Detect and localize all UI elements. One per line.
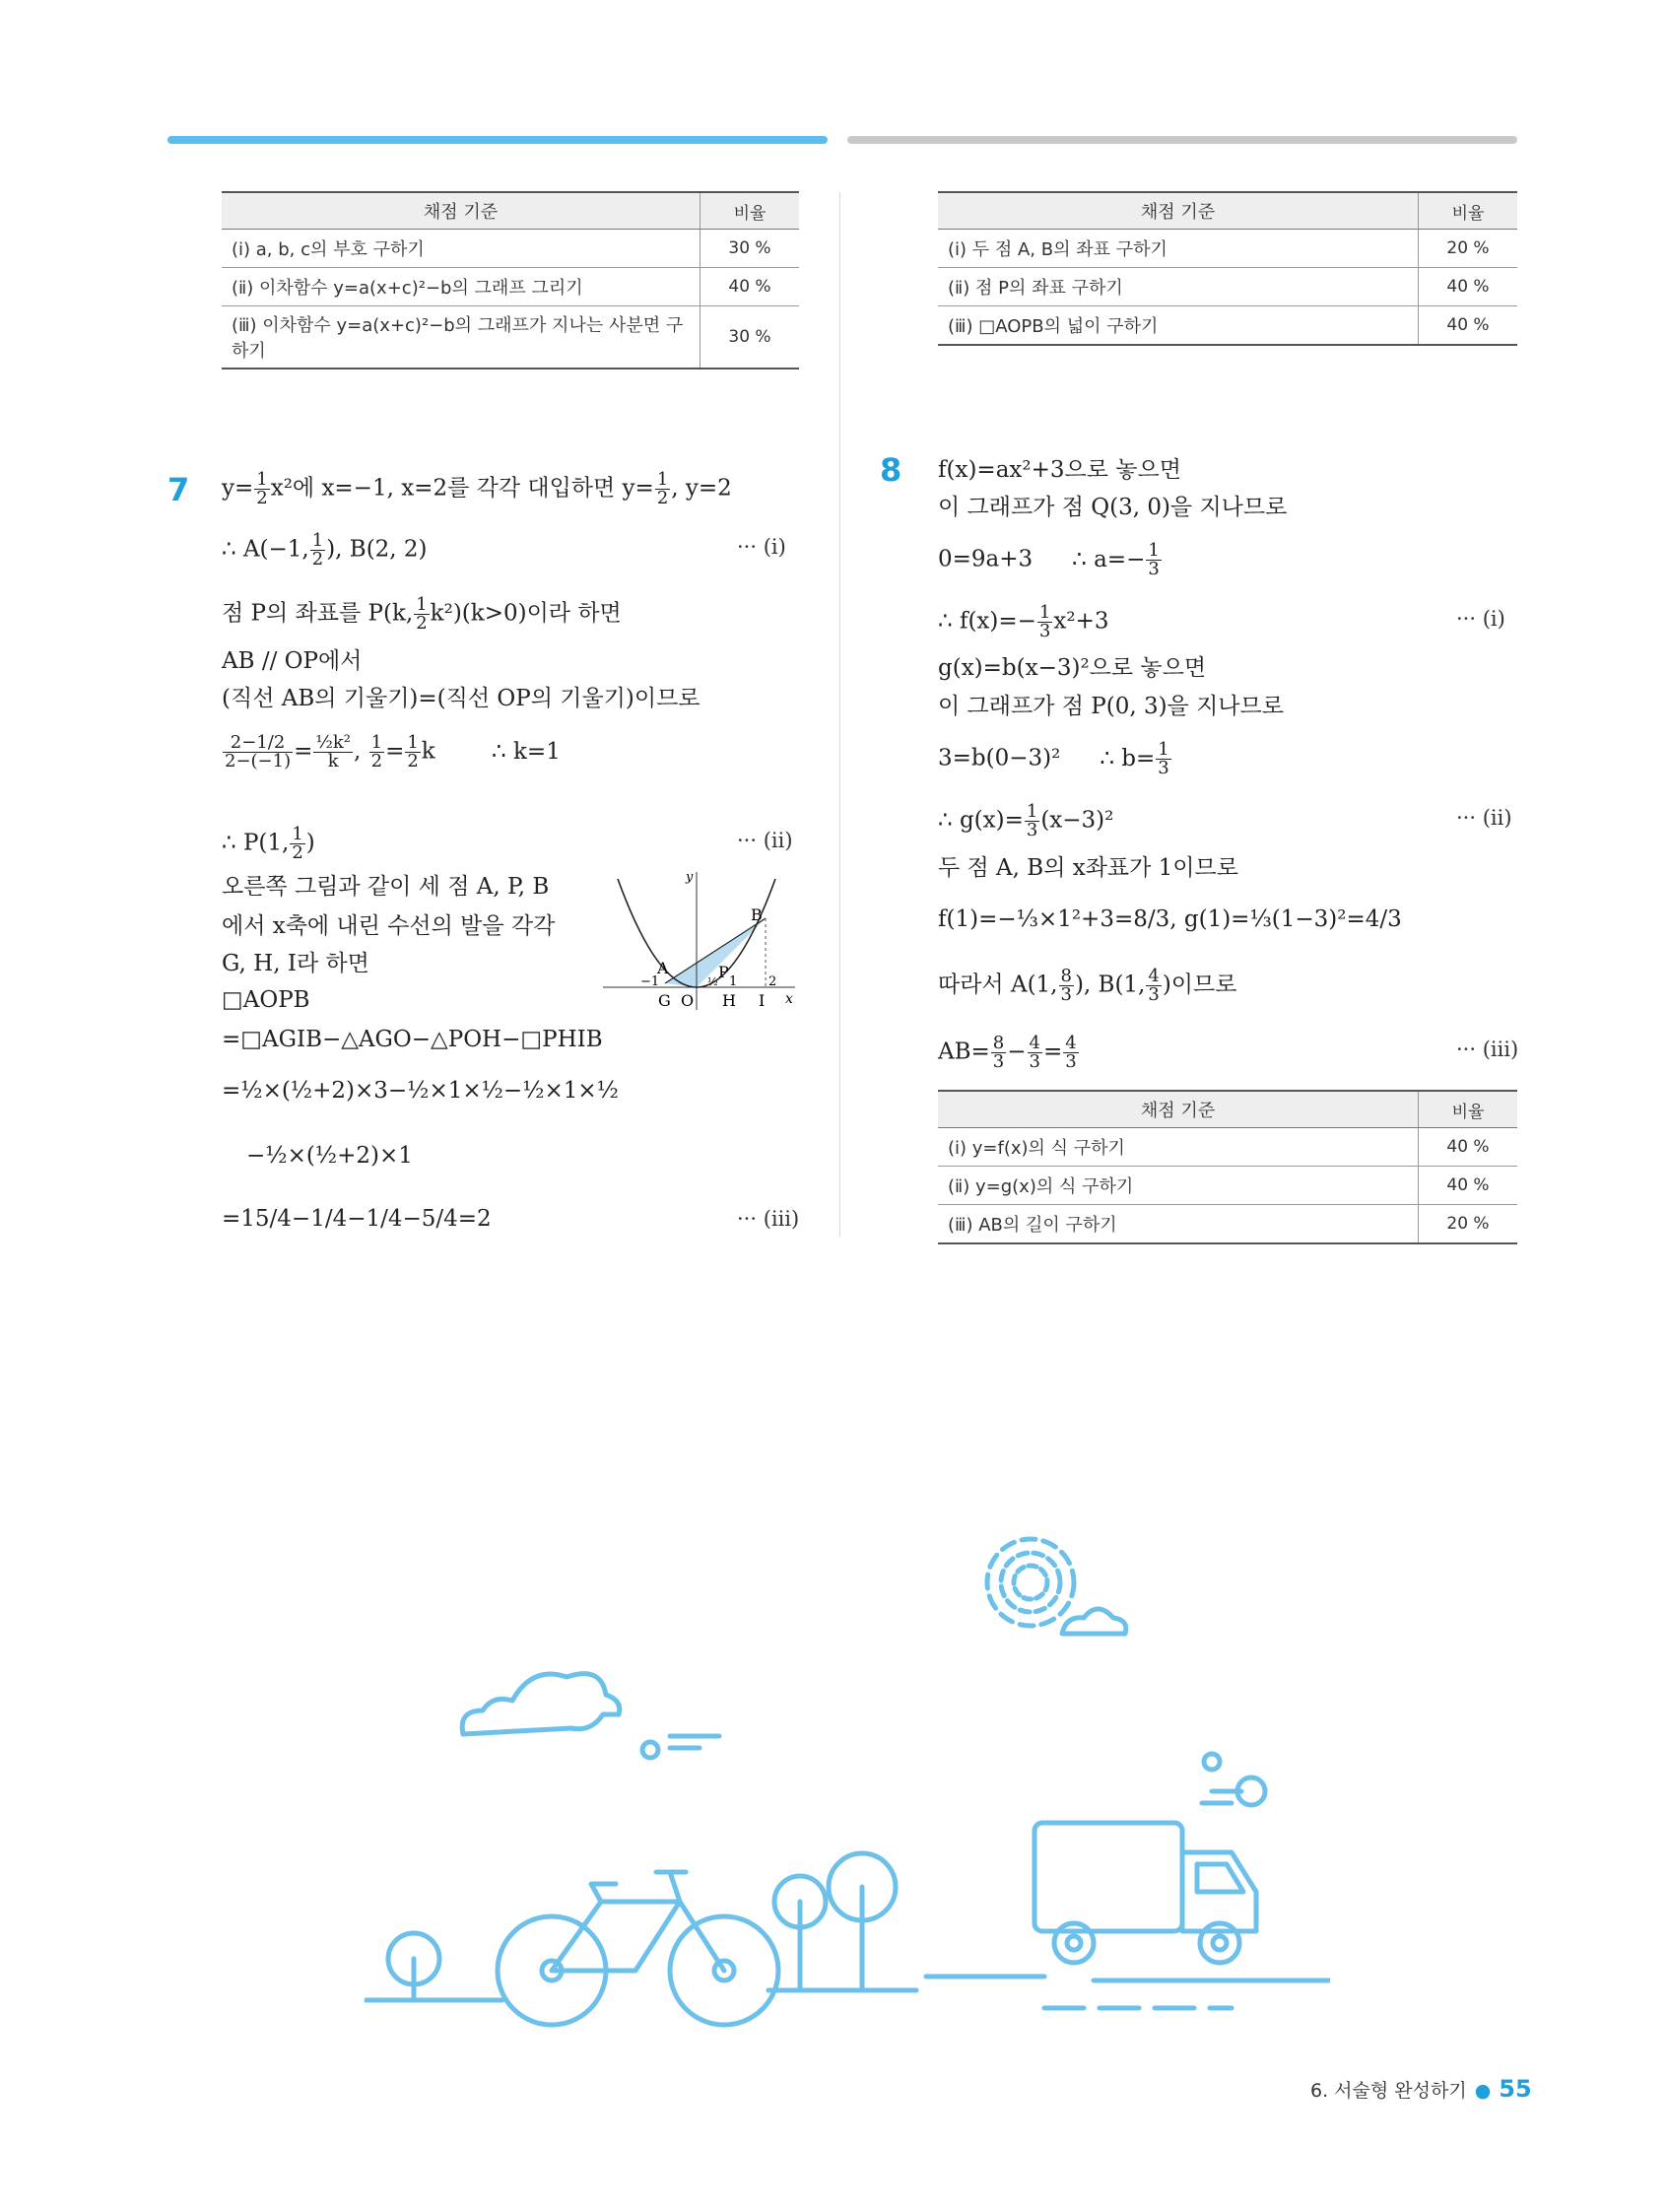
tick-label: ½: [707, 975, 718, 988]
p8-line-4: [938, 604, 1108, 640]
point-label-h: H: [722, 991, 736, 1010]
point-label-a: A: [657, 959, 669, 977]
numerator: 1: [1158, 739, 1169, 760]
ratio-cell: 20 %: [1419, 230, 1518, 268]
p7-line-8: 오른쪽 그림과 같이 세 점 A, P, B: [222, 874, 550, 900]
denominator: 3: [1060, 984, 1072, 1005]
table-header-criteria: 채점 기준: [938, 1091, 1419, 1128]
right-criteria-table: [938, 191, 1517, 346]
text: ∴ k=1: [492, 738, 561, 765]
numerator: 1: [1026, 801, 1038, 822]
p8-line-12: [938, 1035, 1080, 1071]
ratio-cell: 40 %: [1419, 1167, 1518, 1205]
text: 0=9a+3: [938, 546, 1034, 572]
fraction: [310, 532, 325, 569]
p7-line-4: AB // OP에서: [222, 648, 363, 674]
fraction: [991, 1035, 1006, 1071]
criteria-cell: (ⅲ) AB의 길이 구하기: [938, 1205, 1419, 1244]
p8-line-3: [938, 542, 1163, 578]
p8-line-10: f(1)=−⅓×1²+3=8/3, g(1)=⅓(1−3)²=4/3: [938, 906, 1402, 932]
text: 따라서 A(1,: [938, 972, 1058, 998]
p8-line-11: [938, 968, 1236, 1004]
text: =: [294, 738, 313, 765]
text: , y=2: [671, 475, 732, 502]
p8-line-1: f(x)=ax²+3으로 놓으면: [938, 457, 1181, 483]
criteria-cell: (ⅱ) 이차함수 y=a(x+c)²−b의 그래프 그리기: [222, 268, 701, 306]
step-marker: ··· (ⅲ): [737, 1207, 800, 1231]
flower-icon: [1204, 1754, 1220, 1770]
criteria-cell: (ⅲ) 이차함수 y=a(x+c)²−b의 그래프가 지나는 사분면 구하기: [222, 306, 701, 369]
numerator: 1: [370, 732, 383, 753]
denominator: 2: [370, 751, 383, 771]
table-row: [938, 268, 1517, 306]
p7-line-15: =15/4−1/4−1/4−5/4=2: [222, 1206, 492, 1232]
criteria-cell: (ⅱ) y=g(x)의 식 구하기: [938, 1167, 1419, 1205]
text: ,: [353, 738, 362, 765]
p7-line-10: G, H, I라 하면: [222, 951, 369, 976]
denominator: 3: [1148, 984, 1160, 1005]
p7-line-9: 에서 x축에 내린 수선의 발을 각각: [222, 913, 556, 939]
problem-number-8: 8: [880, 451, 902, 489]
criteria-cell: (ⅰ) y=f(x)의 식 구하기: [938, 1128, 1419, 1167]
bottom-criteria-table: [938, 1090, 1517, 1244]
bicycle-icon: [498, 1872, 778, 2025]
cloud-icon: [1062, 1609, 1126, 1634]
text: ): [305, 830, 315, 856]
numerator: 8: [1060, 966, 1072, 986]
table-row: [938, 306, 1517, 346]
numerator: 4: [1029, 1033, 1040, 1053]
criteria-cell: (ⅲ) □AOPB의 넓이 구하기: [938, 306, 1419, 346]
numerator: 1: [256, 469, 268, 490]
numerator: 1: [656, 469, 669, 490]
p8-line-8: [938, 803, 1113, 839]
step-marker: ··· (ⅲ): [1456, 1038, 1519, 1061]
denominator: 2: [656, 488, 669, 508]
text: ), B(2, 2): [326, 536, 428, 563]
text: ∴ g(x)=: [938, 807, 1024, 834]
text: 3=b(0−3)²: [938, 745, 1061, 771]
criteria-cell: (ⅰ) 두 점 A, B의 좌표 구하기: [938, 230, 1419, 268]
p7-line-13: =½×(½+2)×3−½×1×½−½×1×½: [222, 1078, 619, 1104]
fraction: [1037, 604, 1052, 640]
numerator: 1: [416, 594, 428, 615]
fraction: [405, 734, 420, 771]
cloud-icon: [462, 1674, 620, 1734]
table-header-ratio: 비율: [1419, 192, 1518, 230]
numerator: 1: [1038, 602, 1051, 623]
fraction: [1059, 968, 1074, 1004]
denominator: 2−(−1): [225, 751, 292, 771]
step-marker: ··· (ⅰ): [1456, 607, 1505, 631]
point-label-o: O: [681, 991, 695, 1010]
p7-line-11: □AOPB: [222, 987, 310, 1013]
fraction: [1146, 542, 1161, 578]
tick-label: 2: [768, 974, 777, 989]
axis-label-y: y: [686, 870, 694, 885]
point-label-b: B: [751, 905, 763, 924]
text: AB=: [938, 1039, 990, 1065]
p7-line-3: [222, 596, 622, 633]
truck-icon: [1034, 1823, 1256, 1963]
p8-line-5: g(x)=b(x−3)²으로 놓으면: [938, 655, 1207, 681]
p7-line-5: (직선 AB의 기울기)=(직선 OP의 기울기)이므로: [222, 686, 701, 711]
fraction: [655, 471, 670, 507]
numerator: 4: [1065, 1033, 1077, 1053]
table-row: [938, 1205, 1517, 1244]
fraction: [223, 734, 293, 771]
denominator: 3: [1038, 621, 1051, 641]
fraction: [290, 826, 304, 862]
problem-number-7: 7: [167, 471, 190, 508]
numerator: ½k²: [315, 732, 351, 753]
numerator: 8: [992, 1033, 1005, 1053]
p7-line-1: [222, 471, 732, 507]
ratio-cell: 30 %: [701, 230, 800, 268]
sun-icon: [987, 1539, 1074, 1626]
denominator: 3: [992, 1051, 1005, 1072]
text: =: [1042, 1039, 1063, 1065]
table-row: [938, 1167, 1517, 1205]
tree-icon: [388, 1933, 439, 2000]
ratio-cell: 30 %: [701, 306, 800, 369]
tick-label: 1: [729, 974, 738, 989]
text: y=: [222, 475, 254, 502]
criteria-cell: (ⅱ) 점 P의 좌표 구하기: [938, 268, 1419, 306]
criteria-cell: (ⅰ) a, b, c의 부호 구하기: [222, 230, 701, 268]
denominator: 3: [1148, 559, 1160, 579]
fraction: [1156, 741, 1170, 777]
ratio-cell: 40 %: [701, 268, 800, 306]
step-marker: ··· (ⅱ): [1456, 806, 1512, 830]
fraction: [1146, 968, 1161, 1004]
ratio-cell: 40 %: [1419, 268, 1518, 306]
p7-line-2: [222, 532, 428, 569]
numerator: 1: [407, 732, 419, 753]
point-label-p: P: [718, 963, 729, 981]
p8-line-9: 두 점 A, B의 x좌표가 1이므로: [938, 855, 1238, 881]
p7-line-14: −½×(½+2)×1: [246, 1143, 413, 1169]
p7-line-7: [222, 826, 315, 862]
text: x²+3: [1053, 608, 1109, 635]
fraction: [313, 734, 353, 771]
text: ∴ b=: [1100, 745, 1156, 771]
tick-label: −1: [640, 974, 660, 989]
numerator: 4: [1148, 966, 1160, 986]
denominator: 3: [1065, 1051, 1077, 1072]
left-criteria-table: [222, 191, 799, 369]
parabola-graph: [603, 867, 800, 1010]
denominator: 2: [256, 488, 268, 508]
p8-line-7: [938, 741, 1172, 777]
table-row: [938, 230, 1517, 268]
header-bar-left: [167, 136, 828, 144]
table-header-ratio: 비율: [701, 192, 800, 230]
denominator: 2: [416, 613, 428, 634]
table-header-criteria: 채점 기준: [222, 192, 701, 230]
fraction: [369, 734, 384, 771]
denominator: k: [327, 751, 339, 771]
text: ∴ a=−: [1072, 546, 1146, 572]
segment-ab: [665, 918, 766, 983]
text: x²에 x=−1, x=2를 각각 대입하면 y=: [270, 475, 654, 502]
table-header-ratio: 비율: [1419, 1091, 1518, 1128]
denominator: 2: [407, 751, 419, 771]
fraction: [1063, 1035, 1078, 1071]
denominator: 3: [1029, 1051, 1040, 1072]
text: k: [421, 738, 435, 765]
text: =: [385, 738, 405, 765]
bullet-icon: ●: [1474, 2080, 1492, 2102]
text: −: [1007, 1039, 1027, 1065]
fraction: [414, 596, 429, 633]
flower-icon: [642, 1742, 658, 1758]
p7-line-6: [222, 734, 561, 771]
denominator: 2: [292, 842, 303, 863]
p8-line-2: 이 그래프가 점 Q(3, 0)을 지나므로: [938, 495, 1288, 520]
fraction: [254, 471, 269, 507]
table-row: [222, 268, 799, 306]
axis-label-x: x: [785, 991, 793, 1007]
tree-icon: [774, 1853, 896, 1990]
table-row: [938, 1128, 1517, 1167]
ratio-cell: 40 %: [1419, 1128, 1518, 1167]
table-row: [222, 230, 799, 268]
numerator: 1: [311, 530, 324, 551]
step-marker: ··· (ⅰ): [737, 535, 786, 559]
table-row: [222, 306, 799, 369]
text: (x−3)²: [1040, 807, 1114, 834]
numerator: 2−1/2: [223, 734, 293, 753]
text: ∴ f(x)=−: [938, 608, 1036, 635]
numerator: 1: [1148, 540, 1160, 561]
header-bar-right: [847, 136, 1517, 144]
point-label-g: G: [658, 991, 671, 1010]
page-footer: [1310, 2075, 1532, 2103]
section-title: 6. 서술형 완성하기: [1310, 2080, 1467, 2102]
numerator: 1: [292, 824, 303, 844]
denominator: 3: [1026, 820, 1038, 840]
point-label-i: I: [759, 991, 766, 1010]
text: ∴ A(−1,: [222, 536, 309, 563]
fraction: [1028, 1035, 1042, 1071]
text: k²)(k>0)이라 하면: [430, 600, 622, 627]
ratio-cell: 40 %: [1419, 306, 1518, 346]
denominator: 3: [1158, 758, 1169, 778]
p7-line-12: =□AGIB−△AGO−△POH−□PHIB: [222, 1027, 603, 1052]
ratio-cell: 20 %: [1419, 1205, 1518, 1244]
table-header-criteria: 채점 기준: [938, 192, 1419, 230]
text: )이므로: [1162, 972, 1237, 998]
denominator: 2: [311, 549, 324, 570]
p8-line-6: 이 그래프가 점 P(0, 3)을 지나므로: [938, 694, 1284, 719]
text: 점 P의 좌표를 P(k,: [222, 600, 414, 627]
step-marker: ··· (ⅱ): [737, 829, 793, 852]
page-number: 55: [1499, 2075, 1532, 2103]
text: ∴ P(1,: [222, 830, 290, 856]
column-divider: [839, 192, 840, 1237]
decorative-illustration: [365, 1517, 1330, 2030]
text: ), B(1,: [1074, 972, 1146, 998]
fraction: [1025, 803, 1039, 839]
